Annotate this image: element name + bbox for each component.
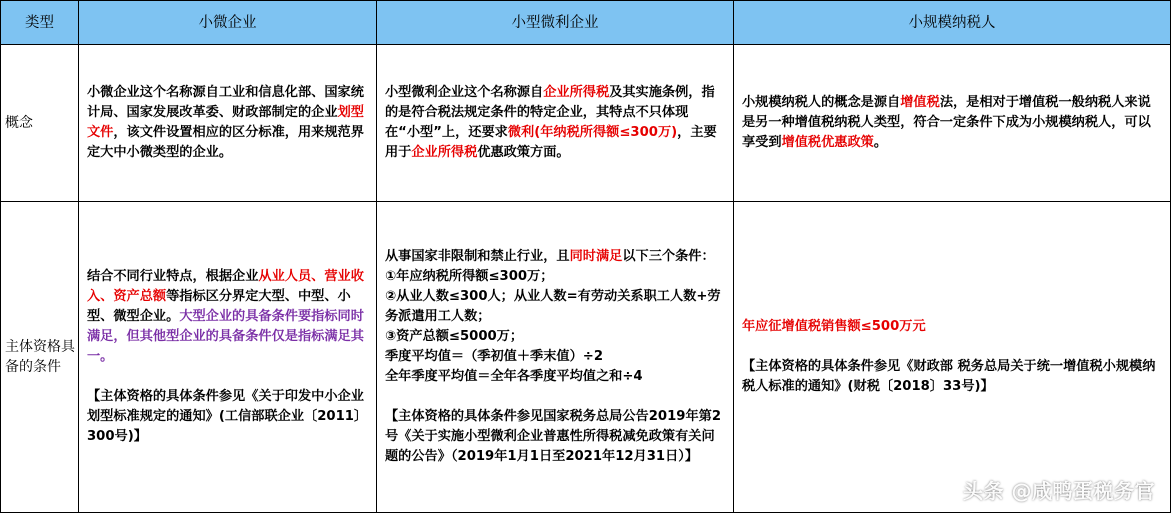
highlight-text: 年应征增值税销售额≤500万元 [742, 319, 926, 334]
formula-annual-average: 全年季度平均值＝全年各季度平均值之和÷4 [385, 369, 643, 384]
concept-label: 概念 [1, 45, 79, 202]
text: 从事国家非限制和禁止行业，且 [385, 249, 570, 264]
formula-quarter-average: 季度平均值＝（季初值＋季末值）÷2 [385, 349, 604, 364]
watermark: 头条 @咸鸭蛋税务官 [963, 479, 1155, 503]
highlight-text: 划型文件 [87, 105, 364, 140]
text: 结合不同行业特点，根据企业 [87, 269, 259, 284]
highlight-text: 同时满足 [569, 249, 623, 264]
conditions-micro-small-cell [79, 202, 377, 513]
header-small-scale-taxpayer: 小规模纳税人 [734, 1, 1171, 45]
highlight-text: 从业人员、营业收入、资产总额 [87, 269, 364, 304]
highlight-text: 微利(年纳税所得额≤300万) [507, 125, 678, 140]
highlight-text: 增值税 [900, 95, 940, 110]
text: ，该文件设置相应的区分标准，用来规范界定大中小微类型的企业。 [87, 125, 364, 160]
concept-micro-small-cell [79, 45, 377, 202]
conditions-row [1, 202, 1171, 513]
conditions-small-scale-taxpayer-cell [734, 202, 1171, 513]
condition-2: ②从业人数≤300人；从业人数=有劳动关系职工人数+劳务派遣用工人数； [385, 289, 721, 324]
purple-note: 大型企业的具备条件要指标同时满足，但其他型企业的具备条件仅是指标满足其一。 [87, 309, 364, 364]
header-row [1, 1, 1171, 45]
text: 优惠政策方面。 [477, 145, 570, 160]
text: 小型微利企业这个名称源自 [385, 85, 544, 100]
text: 等指标区分界定大型、中型、小型、微型企业。 [87, 289, 351, 324]
reference-note: 【主体资格的具体条件参见《关于印发中小企业划型标准规定的通知》(工信部联企业〔2011〕300号)】 [87, 389, 364, 444]
text: 以下三个条件： [622, 249, 715, 264]
text: 。 [873, 135, 888, 150]
condition-1: ①年应纳税所得额≤300万； [385, 269, 554, 284]
header-type: 类型 [1, 1, 79, 45]
highlight-text: 企业所得税 [411, 145, 478, 160]
concept-small-scale-taxpayer-cell [734, 45, 1171, 202]
highlight-text: 增值税优惠政策 [781, 135, 874, 150]
conditions-small-low-profit-cell [377, 202, 734, 513]
text: 及其实施条例，指的是符合税法规定条件的特定企业，其特点不只体现在“小型”上，还要求 [385, 85, 715, 140]
reference-note: 【主体资格的具体条件参见《财政部 税务总局关于统一增值税小规模纳税人标准的通知》(财税〔2018〕33号)】 [742, 359, 1156, 394]
header-micro-small: 小微企业 [79, 1, 377, 45]
condition-3: ③资产总额≤5000万； [385, 329, 524, 344]
concept-small-low-profit-cell [377, 45, 734, 202]
highlight-text: 企业所得税 [543, 85, 610, 100]
text: 小微企业这个名称源自工业和信息化部、国家统计局、国家发展改革委、财政部制定的企业 [87, 85, 364, 120]
text: 小规模纳税人的概念是源自 [742, 95, 901, 110]
text: ，主要用于 [385, 125, 717, 160]
header-small-low-profit: 小型微利企业 [377, 1, 734, 45]
conditions-label: 主体资格具备的条件 [1, 202, 79, 513]
concept-row [1, 45, 1171, 202]
reference-note: 【主体资格的具体条件参见国家税务总局公告2019年第2号《关于实施小型微利企业普惠性所得税减免政策有关问题的公告》（2019年1月1日至2021年12月31日）】 [385, 409, 722, 464]
text: 法，是相对于增值税一般纳税人来说是另一种增值税纳税人类型，符合一定条件下成为小规模纳税人，可以享受到 [742, 95, 1151, 150]
